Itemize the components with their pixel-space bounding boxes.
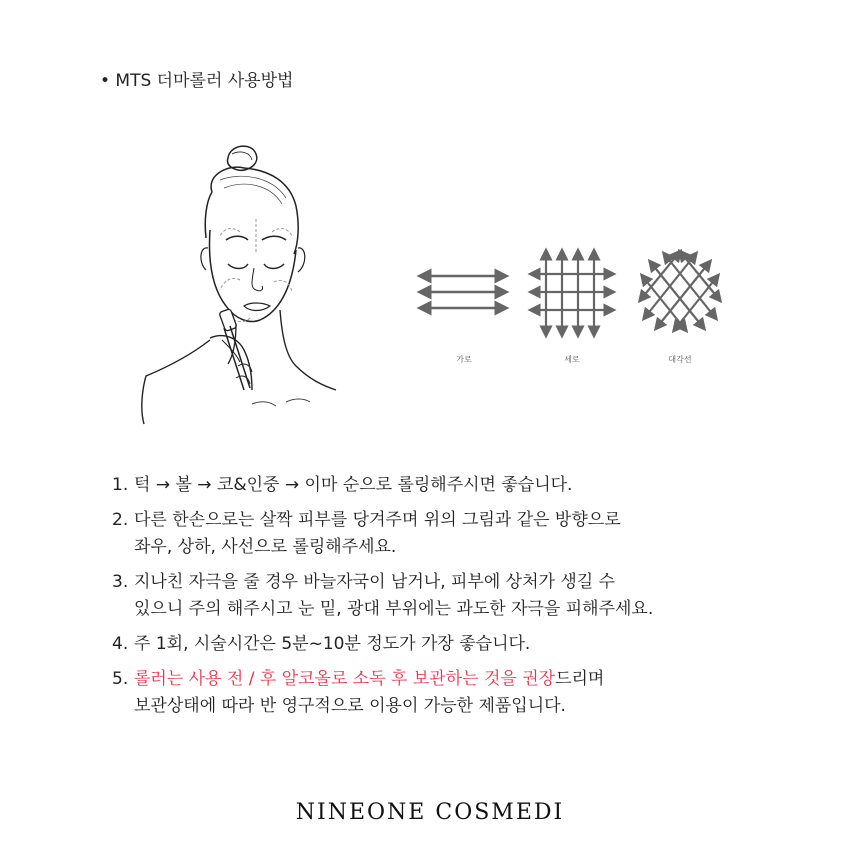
face-roller-illustration: [140, 140, 340, 430]
step-highlight-text: 롤러는 사용 전 / 후 알코올로 소독 후 보관하는 것을 권장: [134, 669, 556, 689]
step-text-continued: 있으니 주의 해주시고 눈 밑, 광대 부위에는 과도한 자극을 피해주세요.: [134, 599, 654, 619]
page-heading: • MTS 더마롤러 사용방법: [100, 71, 294, 91]
pattern-label-horizontal: 가로: [456, 355, 472, 364]
step-number: 2.: [112, 510, 129, 530]
step-text-continued: 좌우, 상하, 사선으로 롤링해주세요.: [134, 537, 397, 557]
pattern-label-vertical: 세로: [564, 355, 580, 364]
step-text: 주 1회, 시술시간은 5분~10분 정도가 가장 좋습니다.: [134, 634, 531, 654]
instruction-step-2: [112, 507, 812, 561]
step-text: 다른 한손으로는 살짝 피부를 당겨주며 위의 그림과 같은 방향으로: [134, 510, 621, 530]
step-text-continued: 보관상태에 따라 반 영구적으로 이용이 가능한 제품입니다.: [134, 696, 566, 716]
step-number: 5.: [112, 669, 129, 689]
instruction-list: [112, 472, 812, 728]
brand-logo-text: NINEONE COSMEDI: [295, 800, 565, 825]
step-text: 지나친 자극을 줄 경우 바늘자국이 남거나, 피부에 상처가 생길 수: [134, 572, 616, 592]
instruction-step-3: [112, 569, 812, 623]
pattern-label-diagonal: 대각선: [668, 355, 692, 364]
instruction-step-4: [112, 631, 812, 658]
step-number: 3.: [112, 572, 129, 592]
step-text: 턱 → 볼 → 코&인중 → 이마 순으로 롤링해주시면 좋습니다.: [134, 475, 573, 495]
diagonal-arrows-icon: [630, 240, 730, 340]
grid-arrows-icon: [522, 240, 622, 340]
instruction-step-5: [112, 666, 812, 720]
instruction-step-1: [112, 472, 812, 499]
step-number: 1.: [112, 475, 129, 495]
horizontal-arrows-icon: [414, 240, 514, 340]
step-text: 드리며: [555, 669, 605, 689]
step-number: 4.: [112, 634, 129, 654]
